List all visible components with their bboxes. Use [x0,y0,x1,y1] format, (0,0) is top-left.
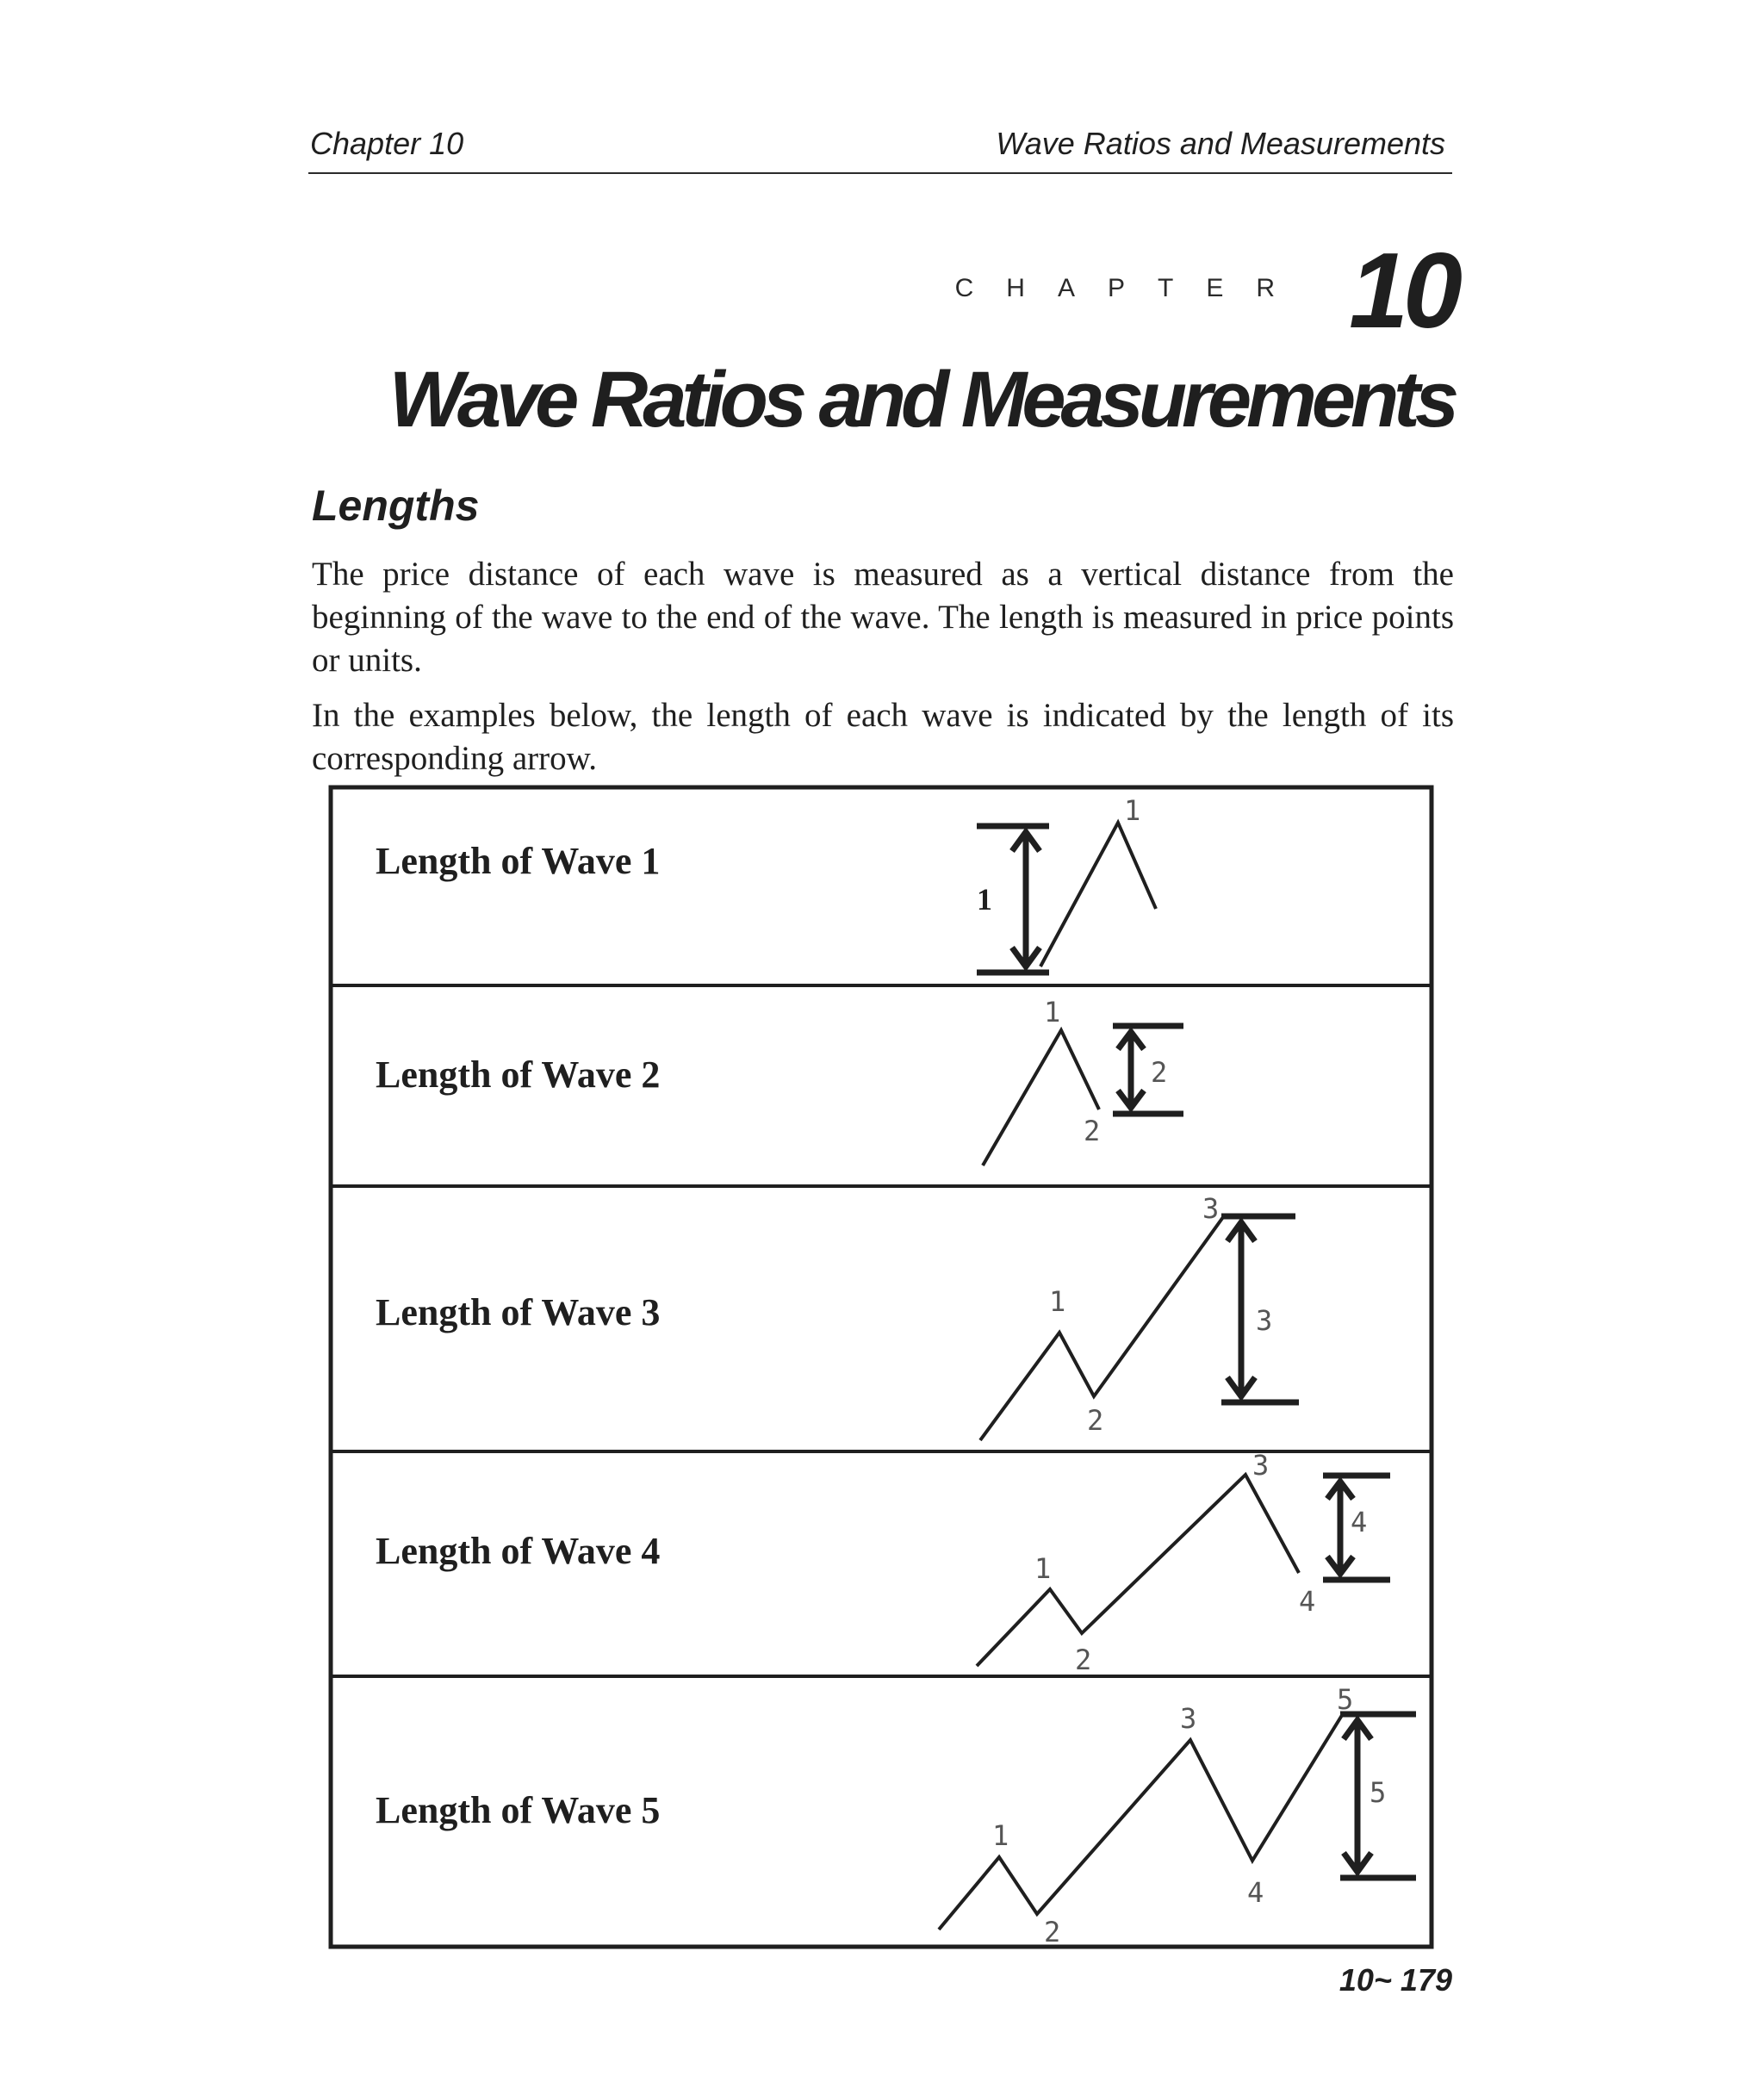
page-number: 10~ 179 [1339,1962,1452,1998]
chapter-word: CHAPTER [954,274,1307,302]
running-header-chapter: Chapter 10 [310,126,464,161]
wave-path [977,1475,1299,1666]
chapter-number: 10 [1349,232,1457,351]
wave-label: 2 [1084,1115,1101,1147]
paragraph-examples: In the examples below, the length of each wave is indicated by the length of its corresponding arrow. [312,697,1454,777]
arrow-label: 5 [1370,1776,1387,1809]
wave-label: 2 [1044,1916,1061,1948]
wave-label: 1 [1049,1285,1066,1318]
section-heading: Lengths [312,482,480,530]
wave-label: 3 [1180,1702,1197,1735]
row-label: Length of Wave 4 [376,1530,661,1572]
wave-label: 4 [1247,1876,1264,1909]
wave-label: 4 [1299,1585,1316,1618]
length-arrow [1113,1026,1183,1114]
figure-frame [331,787,1432,1947]
row-wave-3 [376,1192,1299,1440]
wave-label: 1 [1044,996,1061,1028]
row-label: Length of Wave 1 [376,840,661,882]
row-wave-4 [376,1449,1390,1676]
wave-label: 1 [1124,794,1141,827]
row-label: Length of Wave 5 [376,1789,661,1831]
wave-label: 2 [1075,1644,1092,1676]
wave-label: 2 [1087,1404,1104,1437]
arrow-label: 2 [1151,1056,1168,1089]
wave-label: 1 [1034,1552,1052,1585]
arrow-label: 1 [977,882,992,917]
row-wave-5 [376,1683,1416,1948]
wave-label: 3 [1202,1192,1220,1225]
wave-path [1040,823,1156,966]
wave-label: 1 [992,1819,1009,1852]
wave-label: 5 [1337,1683,1354,1716]
arrow-label: 4 [1351,1506,1368,1538]
row-label: Length of Wave 2 [376,1053,661,1096]
row-wave-1 [376,794,1156,973]
chapter-title: Wave Ratios and Measurements [388,356,1454,444]
wave-label: 3 [1252,1449,1270,1482]
paragraph-measurement: The price distance of each wave is measured as a vertical distance from the beginning of the wave to the end of the wave. The length is measured in price points or units. [312,556,1454,679]
row-label: Length of Wave 3 [376,1291,661,1333]
row-wave-2 [376,996,1183,1165]
arrow-label: 3 [1256,1304,1273,1337]
wave-path [983,1030,1099,1165]
running-header-title: Wave Ratios and Measurements [996,126,1445,161]
